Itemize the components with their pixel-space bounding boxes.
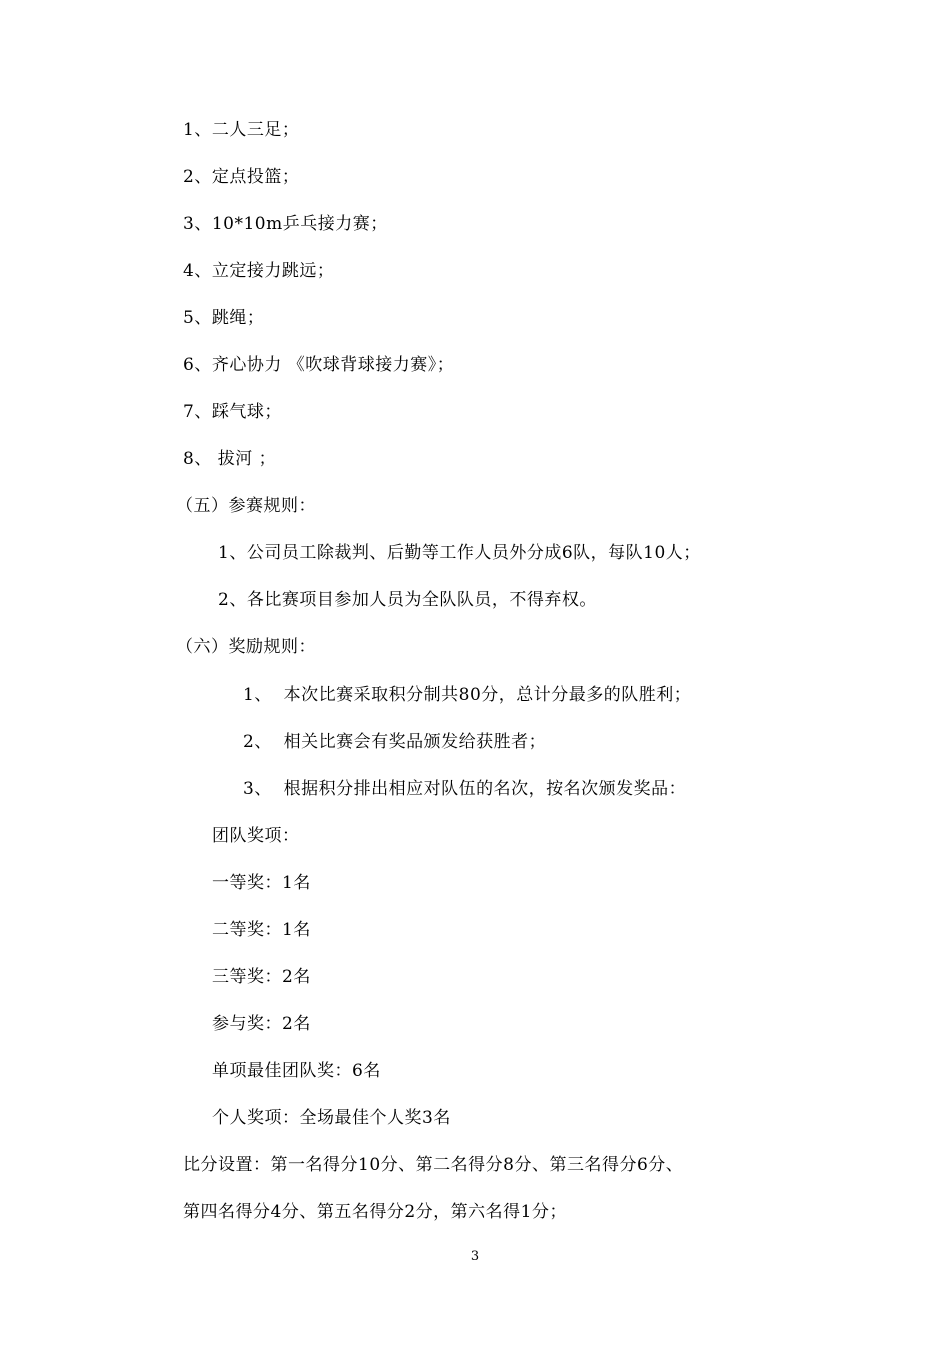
event-item: 4、立定接力跳远；	[183, 261, 335, 281]
award-rule-item: 1、 本次比赛采取积分制共80分，总计分最多的队胜利；	[243, 685, 692, 705]
award-rule-item: 3、 根据积分排出相应对队伍的名次，按名次颁发奖品：	[243, 779, 687, 799]
event-item: 3、10*10m乒乓接力赛；	[183, 214, 388, 234]
page-number: 3	[470, 1249, 480, 1264]
team-award-item: 二等奖：1名	[212, 920, 311, 940]
section-heading-rules: （五）参赛规则：	[176, 496, 316, 516]
team-award-item: 单项最佳团队奖：6名	[212, 1061, 381, 1081]
event-item: 5、跳绳；	[183, 308, 265, 328]
team-award-item: 三等奖：2名	[212, 967, 311, 987]
team-awards-heading: 团队奖项：	[212, 826, 300, 846]
event-item: 7、踩气球；	[183, 402, 282, 422]
event-item: 1、二人三足；	[183, 120, 300, 140]
rule-item: 1、公司员工除裁判、后勤等工作人员外分成6队，每队10人；	[218, 543, 701, 563]
event-item: 6、齐心协力 《吹球背球接力赛》；	[183, 355, 455, 375]
rule-item: 2、各比赛项目参加人员为全队队员，不得弃权。	[218, 590, 597, 610]
event-item: 2、定点投篮；	[183, 167, 300, 187]
event-item: 8、 拔河 ；	[183, 449, 277, 469]
section-heading-awards: （六）奖励规则：	[176, 637, 316, 657]
award-rule-item: 2、 相关比赛会有奖品颁发给获胜者；	[243, 732, 547, 752]
scoring-line: 比分设置：第一名得分10分、第二名得分8分、第三名得分6分、	[183, 1155, 684, 1175]
team-award-item: 参与奖：2名	[212, 1014, 311, 1034]
individual-awards: 个人奖项：全场最佳个人奖3名	[212, 1108, 451, 1128]
scoring-line: 第四名得分4分、第五名得分2分，第六名得1分；	[183, 1202, 567, 1222]
team-award-item: 一等奖：1名	[212, 873, 311, 893]
